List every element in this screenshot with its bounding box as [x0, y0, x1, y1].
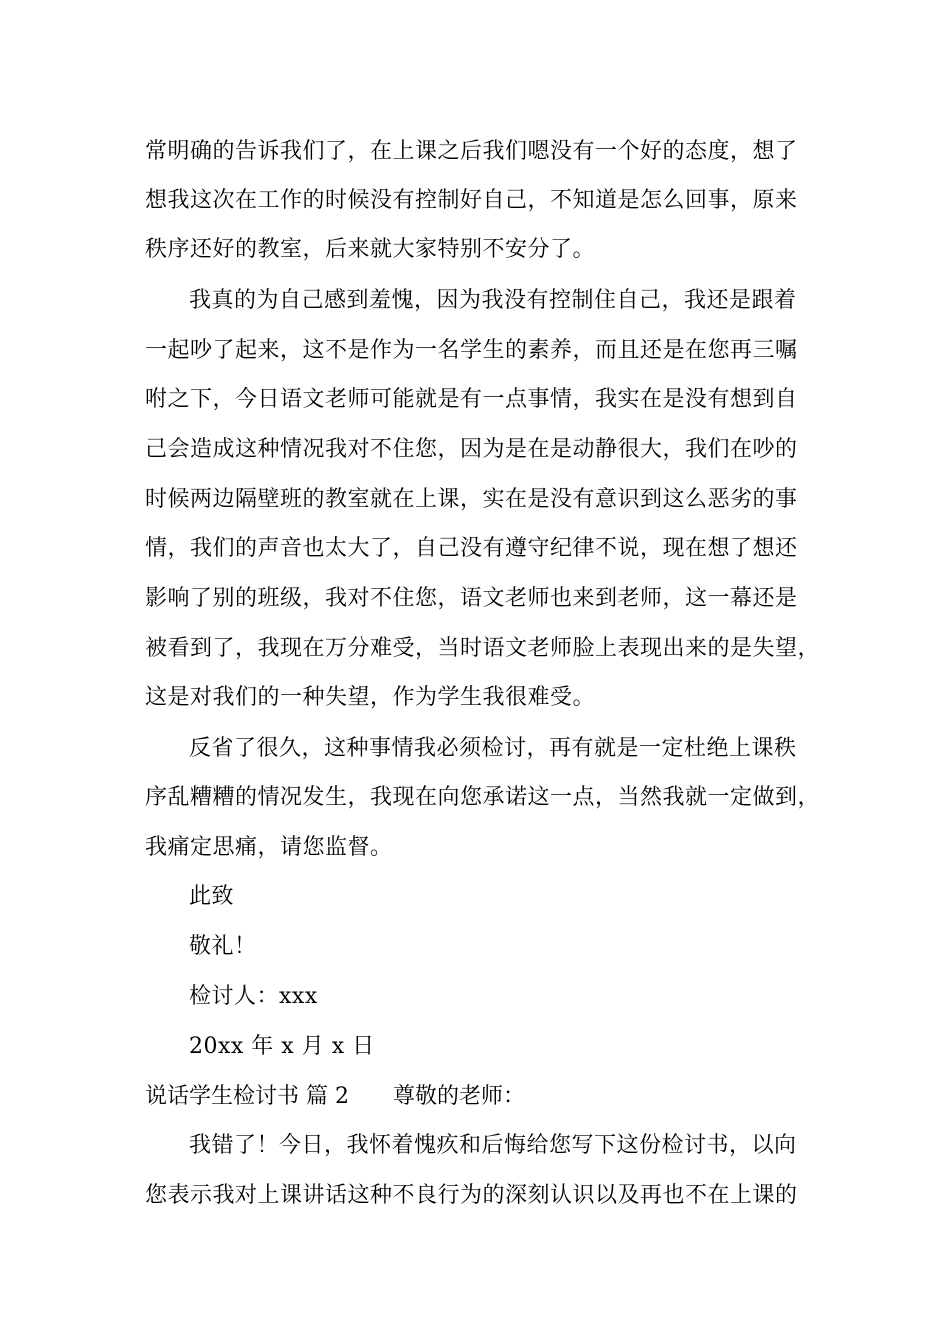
paragraph-2-line-5: 时候两边隔壁班的教室就在上课，实在是没有意识到这么恶劣的事: [145, 487, 798, 512]
closing-regards: 敬礼！: [189, 934, 257, 959]
paragraph-2-line-1: 我真的为自己感到羞愧，因为我没有控制住自己，我还是跟着: [189, 288, 797, 313]
paragraph-3-line-3: 我痛定思痛，请您监督。: [145, 835, 393, 860]
greeting: 尊敬的老师：: [392, 1084, 525, 1109]
closing-salutation: 此致: [189, 884, 235, 909]
paragraph-3-line-2: 序乱糟糟的情况发生，我现在向您承诺这一点，当然我就一定做到，: [145, 785, 821, 810]
paragraph-2-line-2: 一起吵了起来，这不是作为一名学生的素养，而且还是在您再三嘱: [145, 338, 798, 363]
paragraph-4-line-1: 我错了！今日，我怀着愧疚和后悔给您写下这份检讨书，以向: [189, 1133, 797, 1158]
paragraph-4-line-2: 您表示我对上课讲话这种不良行为的深刻认识以及再也不在上课的: [145, 1183, 798, 1208]
paragraph-1-line-3: 秩序还好的教室，后来就大家特别不安分了。: [145, 237, 596, 262]
paragraph-2-line-7: 影响了别的班级，我对不住您，语文老师也来到老师，这一幕还是: [145, 586, 798, 611]
section-heading-row: [145, 1082, 525, 1112]
paragraph-3-line-1: 反省了很久，这种事情我必须检讨，再有就是一定杜绝上课秩: [189, 736, 797, 761]
paragraph-2-line-6: 情，我们的声音也太大了，自己没有遵守纪律不说，现在想了想还: [145, 536, 798, 561]
signer-line: 检讨人：xxx: [189, 984, 318, 1009]
section-heading: 说话学生检讨书 篇 2: [145, 1084, 349, 1109]
paragraph-2-line-9: 这是对我们的一种失望，作为学生我很难受。: [145, 685, 596, 710]
date-line: 20xx 年 x 月 x 日: [189, 1034, 375, 1059]
paragraph-1-line-1: 常明确的告诉我们了，在上课之后我们嗯没有一个好的态度，想了: [145, 139, 798, 164]
paragraph-1-line-2: 想我这次在工作的时候没有控制好自己，不知道是怎么回事，原来: [145, 188, 798, 213]
paragraph-2-line-8: 被看到了，我现在万分难受，当时语文老师脸上表现出来的是失望，: [145, 636, 821, 661]
paragraph-2-line-3: 咐之下，今日语文老师可能就是有一点事情，我实在是没有想到自: [145, 387, 798, 412]
paragraph-2-line-4: 己会造成这种情况我对不住您，因为是在是动静很大，我们在吵的: [145, 437, 798, 462]
